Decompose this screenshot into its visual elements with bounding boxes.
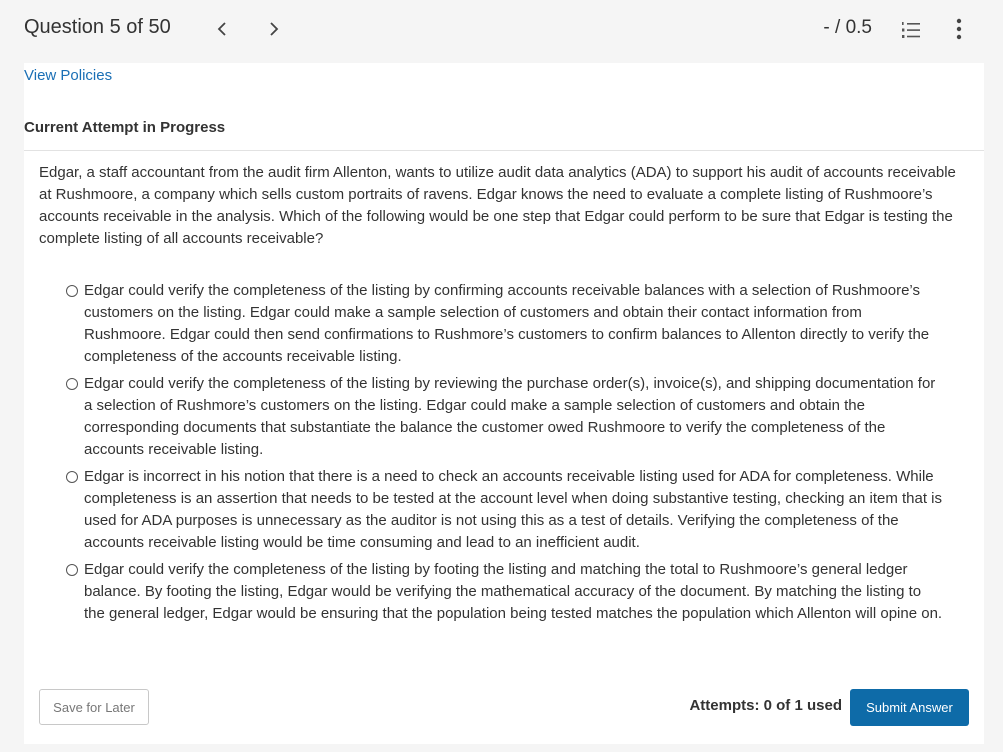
answer-option-1[interactable]: [66, 280, 946, 368]
answer-option-text: Edgar is incorrect in his notion that there is a need to check an accounts receivable listing used for ADA for completeness. While completeness is an assertion that needs to be tested at the account level when doing substantive testing, checking an item that is used for ADA purposes is unnecessary as the auditor is not using this as a test of details. Verifying the completeness of the accounts receivable listing would be time consuming and lead to an inefficient audit.: [84, 468, 943, 551]
save-for-later-button[interactable]: Save for Later: [39, 689, 149, 725]
answer-option-2[interactable]: [66, 373, 946, 461]
answer-option-text: Edgar could verify the completeness of the listing by footing the listing and matching the total to Rushmoore’s general ledger balance. By footing the listing, Edgar would be verifying the mathematical accuracy of the document. By matching the listing to the general ledger, Edgar would be ensuring that the population being tested matches the population which Allenton will opine on.: [84, 561, 943, 622]
chevron-left-icon: [217, 21, 227, 37]
view-policies-link[interactable]: View Policies: [24, 67, 113, 84]
chevron-right-icon: [269, 21, 279, 37]
question-list-button[interactable]: [900, 19, 922, 41]
previous-question-button[interactable]: [210, 16, 234, 42]
score-display: - / 0.5: [823, 17, 872, 38]
question-panel: [24, 63, 984, 744]
more-options-button[interactable]: [949, 17, 969, 41]
radio-button[interactable]: [66, 564, 78, 576]
answer-option-text: Edgar could verify the completeness of the listing by confirming accounts receivable balances with a selection of Rushmoore’s customers on the listing. Edgar could make a sample selection of customers and obtain their contact information from Rushmoore. Edgar could then send confirmations to Rushmore’s customers to confirm balances to Allenton directly to verify the completeness of the accounts receivable listing.: [84, 282, 930, 365]
next-question-button[interactable]: [262, 16, 286, 42]
answer-options: [66, 280, 946, 630]
answer-option-4[interactable]: [66, 559, 946, 625]
vertical-dots-icon: [949, 17, 969, 41]
question-header: [0, 0, 1003, 60]
numbered-list-icon: [900, 19, 922, 41]
divider: [24, 150, 984, 151]
radio-button[interactable]: [66, 285, 78, 297]
attempts-counter: Attempts: 0 of 1 used: [689, 697, 842, 714]
question-text: Edgar, a staff accountant from the audit firm Allenton, wants to utilize audit data analytics (ADA) to support his audit of accounts receivable at Rushmoore, a company which sells custom portraits of ravens. Edgar knows the need to evaluate a complete listing of Rushmoore’s accounts receivable in the analysis. Which of the following would be one step that Edgar could perform to be sure that Edgar is testing the complete listing of all accounts receivable?: [39, 164, 956, 247]
radio-button[interactable]: [66, 378, 78, 390]
answer-option-3[interactable]: [66, 466, 946, 554]
radio-button[interactable]: [66, 471, 78, 483]
question-counter: Question 5 of 50: [24, 16, 171, 38]
submit-answer-button[interactable]: Submit Answer: [850, 689, 969, 726]
attempt-status-heading: Current Attempt in Progress: [24, 119, 226, 136]
answer-option-text: Edgar could verify the completeness of the listing by reviewing the purchase order(s), invoice(s), and shipping documentation for a selection of Rushmore’s customers on the listing. Edgar could make a sample selection of customers and obtain the corresponding documents that substantiate the balance the customer owed Rushmoore to verify the completeness of the accounts receivable listing.: [84, 375, 936, 458]
